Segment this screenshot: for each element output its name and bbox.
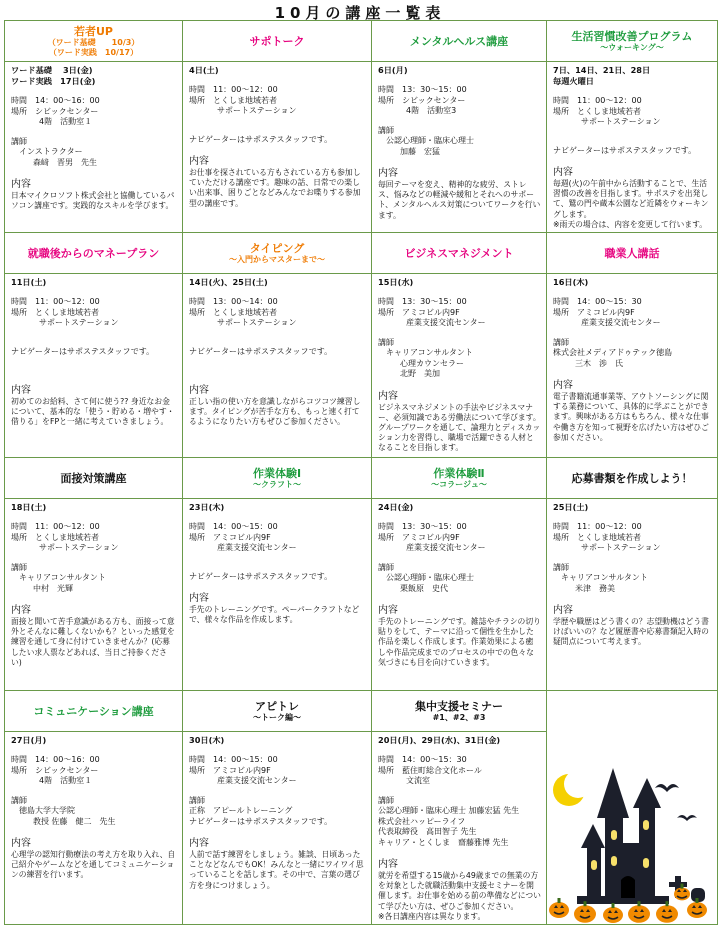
lecturer-name: 中村 光輝: [33, 583, 73, 593]
course-detail: [547, 499, 718, 691]
lecturer-name: 徳島大学大学院: [19, 806, 75, 816]
content-label: 内容: [189, 156, 209, 167]
course-time: [553, 522, 712, 533]
course-title: 面接対策講座: [60, 471, 127, 485]
course-subtitle: ～クラフト～: [253, 479, 301, 489]
place-value: 4階 活動室１: [39, 776, 93, 786]
course-place: [378, 96, 541, 107]
time-label: 時間: [378, 297, 402, 307]
time-label: 時間: [378, 522, 402, 532]
place-label: 場所: [11, 532, 35, 542]
course-date: 24日(金): [378, 502, 414, 513]
course-subtitle: ～入門からマスターまで～: [229, 254, 325, 264]
course-time: [378, 755, 541, 766]
course-detail: [5, 62, 183, 233]
place-label: 場所: [553, 307, 577, 317]
course-description: 正しい指の使い方を意識しながらコツコツ練習します。タイピングが苦手な方も、もっと速く打てるようになりたい方もぜひご参加ください。: [189, 397, 361, 427]
place-label: 場所: [189, 307, 213, 317]
place-value: 産業支援交流センター: [217, 543, 297, 553]
course-header: [547, 458, 718, 499]
place-label: 場所: [378, 765, 402, 775]
place-label: 場所: [553, 106, 577, 116]
time-label: 時間: [189, 297, 213, 307]
lecturer-name: 株式会社メディアドゥテック徳島: [553, 348, 673, 358]
course-date: 11日(土): [11, 277, 47, 288]
lecturer-name: 心理カウンセラー: [400, 358, 464, 368]
place-value: とくしま地域若者: [35, 307, 99, 317]
place-value: アミコビル内9F: [402, 307, 460, 317]
course-description: 心理学の認知行動療法の考え方を取り入れ、自己紹介やゲームなどを通してコミュニケーションの練習を行います。: [11, 850, 176, 880]
course-detail: [183, 732, 372, 925]
time-value: 11：00～12：00: [577, 96, 642, 105]
content-label: 内容: [378, 605, 398, 617]
lecturer-name: 北野 美加: [400, 369, 440, 379]
course-description: 電子書籍流通事業等、アウトソーシングに関する業務について、具体的に学ぶことができます。興味がある方はもちろん、様々な仕事や働き方を知って視野を広げたい方はぜひご参加ください。: [553, 392, 709, 442]
lecturer-name: 公認心理師・臨床心理士: [386, 573, 474, 583]
pumpkin-icon: [656, 905, 678, 923]
place-label: 場所: [378, 307, 402, 317]
course-title: 作業体験Ⅰ: [252, 466, 302, 480]
course-place: [378, 766, 541, 777]
navigator-note: ナビゲーターはサポステスタッフです。: [189, 134, 333, 144]
content-label: 内容: [553, 380, 573, 392]
lecturer-name: 公認心理師・臨床心理士: [386, 136, 474, 145]
pumpkin-icon: [549, 902, 569, 918]
course-title: 集中支援セミナー: [415, 699, 503, 713]
header-row: [5, 691, 718, 732]
course-title: 応募書類を作成しよう！: [571, 471, 693, 485]
course-header: [183, 691, 372, 732]
lecturer-name: 栗飯原 史代: [400, 583, 448, 593]
course-date: ワード基礎 3日(金): [11, 65, 93, 75]
time-value: 13：30～15：00: [402, 522, 467, 532]
time-value: 11：00～12：00: [213, 85, 278, 94]
place-value: アミコビル内9F: [577, 307, 635, 317]
time-value: 14：00～15：00: [213, 522, 278, 532]
header-row: [5, 233, 718, 274]
lecturer-name: 三木 渉 氏: [575, 358, 623, 368]
pumpkin-icon: [687, 902, 707, 918]
course-place: [11, 766, 177, 777]
time-value: 13：00～14：00: [213, 297, 278, 307]
time-label: 時間: [189, 755, 213, 765]
pumpkin-icon: [628, 905, 650, 923]
course-place: [11, 107, 177, 118]
course-detail: [5, 732, 183, 925]
place-label: 場所: [553, 532, 577, 542]
course-header: [547, 233, 718, 274]
course-place: [553, 107, 712, 118]
lecturer-name: 株式会社ハッピーライフ: [378, 816, 466, 826]
course-date: ワード実践 17日(金): [11, 76, 96, 86]
time-label: 時間: [11, 522, 35, 532]
course-description: 手先のトレーニングです。ペーパークラフトなどで、様々な作品を作成します。: [189, 605, 360, 625]
course-title: コミュニケーション講座: [33, 704, 154, 718]
lecturer-label: 講師: [378, 795, 394, 805]
course-title: 職業人講話: [604, 246, 660, 260]
time-value: 14：00～15：30: [577, 297, 642, 307]
content-label: 内容: [378, 390, 398, 402]
course-subtitle: ～トーク編～: [253, 712, 301, 722]
lecturer-label: 講師: [11, 562, 27, 572]
place-value: サポートステーション: [217, 106, 297, 115]
lecturer-label: 講師: [11, 136, 27, 146]
course-title: 就職後からのマネープラン: [27, 246, 160, 260]
course-header: [5, 458, 183, 499]
time-label: 時間: [378, 755, 402, 765]
time-label: 時間: [378, 85, 402, 94]
course-time: [378, 522, 541, 533]
course-time: [11, 96, 177, 107]
course-place: [11, 533, 177, 544]
time-label: 時間: [11, 755, 35, 765]
course-detail: [183, 499, 372, 691]
course-date: 25日(土): [553, 502, 589, 513]
course-date: 27日(月): [11, 735, 47, 746]
course-detail: [5, 274, 183, 458]
place-label: 場所: [189, 532, 213, 542]
lecturer-name: キャリアコンサルタント: [561, 573, 648, 583]
time-value: 14：00～16：00: [35, 755, 100, 765]
navigator-note: ナビゲーターはサポステスタッフです。: [553, 145, 697, 155]
course-detail: [372, 732, 547, 925]
bat-icon: [677, 815, 697, 821]
course-place: [553, 308, 712, 319]
bat-icon: [655, 784, 679, 792]
course-subtitle: （ワード実践 10/17）: [48, 47, 139, 57]
place-value: シビックセンター: [35, 765, 99, 775]
content-label: 内容: [11, 179, 31, 190]
content-label: 内容: [11, 605, 31, 617]
place-label: 場所: [189, 765, 213, 775]
course-time: [378, 297, 541, 308]
door-icon: [621, 876, 635, 898]
place-value: サポートステーション: [39, 318, 119, 328]
navigator-note: ナビゲーターはサポステスタッフです。: [189, 571, 333, 581]
course-time: [189, 755, 366, 766]
course-header: [5, 691, 183, 732]
course-description: 人前で話す練習をしましょう。雑談、日頃あったことなどなんでもOK！みんなと一緒にワイワイ思っていることを話します。その中で、言葉の選び方を身につけましょう。: [189, 850, 364, 890]
pumpkin-icon: [603, 907, 623, 923]
course-header: [183, 233, 372, 274]
place-value: とくしま地域若者: [577, 106, 641, 116]
content-row: [5, 274, 718, 458]
time-label: 時間: [553, 96, 577, 105]
course-date: 6日(月): [378, 65, 408, 75]
content-row: [5, 499, 718, 691]
time-value: 14：00～15：30: [402, 755, 467, 765]
place-value: アミコビル内9F: [402, 532, 460, 542]
course-place: [189, 308, 366, 319]
place-value: 産業支援交流センター: [406, 318, 486, 328]
time-value: 11：00～12：00: [35, 297, 100, 307]
halloween-illustration: [547, 748, 717, 924]
course-header: [372, 233, 547, 274]
course-detail: [372, 62, 547, 233]
course-header: [372, 458, 547, 499]
lecturer-label: 講師: [553, 337, 569, 347]
course-time: [11, 755, 177, 766]
lecturer-name: ナビゲーターはサポステスタッフです。: [189, 816, 333, 826]
time-label: 時間: [189, 85, 213, 94]
time-value: 14：00～15：00: [213, 755, 278, 765]
place-value: 文流室: [406, 776, 430, 786]
course-detail: [183, 62, 372, 233]
course-date: 16日(木): [553, 277, 589, 288]
course-date: 18日(土): [11, 502, 47, 513]
place-value: 4階 活動室１: [39, 117, 93, 126]
course-title: ビジネスマネジメント: [404, 246, 514, 260]
place-label: 場所: [378, 532, 402, 542]
content-label: 内容: [11, 385, 31, 397]
place-value: シビックセンター: [35, 106, 99, 116]
course-title: メンタルヘルス講座: [409, 34, 509, 48]
course-subtitle: #1、#2、#3: [432, 712, 486, 722]
course-title: 若者UP: [74, 24, 113, 38]
lecturer-name: インストラクター: [19, 147, 83, 156]
course-date: 7日、14日、21日、28日: [553, 65, 651, 75]
place-value: とくしま地域若者: [35, 532, 99, 542]
course-header: [372, 691, 547, 732]
course-title: サポトーク: [249, 34, 305, 48]
course-header: [372, 21, 547, 62]
course-subtitle: （ワード基礎 10/3）: [47, 37, 140, 47]
course-detail: [547, 274, 718, 458]
place-value: 4階 活動室3: [406, 106, 457, 115]
course-time: [378, 85, 541, 96]
content-label: 内容: [378, 168, 398, 179]
pumpkin-icon: [574, 905, 596, 923]
course-title: タイピング: [249, 241, 305, 255]
place-value: とくしま地域若者: [577, 532, 641, 542]
content-row: [5, 62, 718, 233]
time-value: 11：00～12：00: [577, 522, 642, 532]
course-header: [5, 233, 183, 274]
content-label: 内容: [189, 838, 209, 850]
course-place: [189, 533, 366, 544]
course-description: 手先のトレーニングです。雑誌やチラシの切り貼りをして、テーマに沿って個性を生かした作品を楽しく作成します。作業効果による癒しや作品完成までのプロセスの中での色々な気づきにも目を向けていきます。: [378, 617, 541, 667]
place-label: 場所: [378, 95, 402, 105]
time-label: 時間: [11, 96, 35, 105]
place-value: サポートステーション: [217, 318, 297, 328]
place-value: サポートステーション: [581, 117, 661, 126]
content-label: 内容: [11, 838, 31, 850]
course-place: [189, 766, 366, 777]
course-date: 15日(水): [378, 277, 414, 288]
lecturer-label: 講師: [553, 562, 569, 572]
place-value: サポートステーション: [581, 543, 661, 553]
course-description: 学歴や職歴はどう書くの？志望動機はどう書けばいいの？など履歴書や応募書類記入時の疑問点について考えます。: [553, 617, 709, 647]
course-place: [189, 96, 366, 107]
course-date: 23日(木): [189, 502, 225, 513]
time-label: 時間: [553, 522, 577, 532]
content-label: 内容: [378, 859, 398, 871]
lecturer-label: 講師: [189, 795, 205, 805]
course-date: 4日(土): [189, 65, 219, 75]
course-time: [11, 522, 177, 533]
schedule-table: [4, 20, 718, 925]
place-label: 場所: [189, 95, 213, 105]
header-row: [5, 21, 718, 62]
course-header: [183, 21, 372, 62]
course-description: ビジネスマネジメントの手法やビジネスマナー、必須知識である労働法について学びます。グループワークを通して、論理力とディスカッション力を習得し、職場で活躍できる人材となることを目指します。: [378, 402, 541, 453]
course-title: 作業体験Ⅱ: [433, 466, 485, 480]
course-date: 30日(木): [189, 735, 225, 746]
lecturer-label: 講師: [11, 795, 27, 805]
course-description: 就労を希望する15歳から49歳までの無業の方を対象とした就職活動集中支援セミナーを開催します。お仕事を始める前の準備などについて学びたい方は、ぜひご参加ください。: [378, 871, 541, 911]
course-place: [11, 308, 177, 319]
course-date: 20日(月)、29日(水)、31日(金): [378, 735, 501, 746]
course-place: [378, 308, 541, 319]
place-value: 産業支援交流センター: [581, 318, 661, 328]
course-detail: [372, 274, 547, 458]
course-place: [553, 533, 712, 544]
course-time: [189, 85, 366, 96]
time-label: 時間: [189, 522, 213, 532]
halloween-svg: [547, 748, 717, 924]
course-detail: [372, 499, 547, 691]
lecturer-name: 正称 アピールトレーニング: [189, 806, 293, 816]
course-title: アピトレ: [255, 699, 299, 713]
lecturer-label: 講師: [378, 337, 394, 347]
course-header: [547, 21, 718, 62]
course-subtitle: ～ウォーキング～: [600, 42, 664, 52]
place-value: シビックセンター: [402, 95, 466, 105]
time-value: 14：00～16：00: [35, 96, 100, 105]
course-description: 毎週(火)の午前中から活動することで、生活習慣の改善を目指します。サポステを出発して、鷲の門や蔵本公園など近隣をウォーキングします。: [553, 179, 709, 219]
place-value: 産業支援交流センター: [406, 543, 486, 553]
course-description: 毎回テーマを変え、精神的な疲労、ストレス、悩みなどの軽減や緩和とそれへのサポート、メンタルヘルス対策についてワークを行います。: [378, 180, 541, 220]
course-title: 生活習慣改善プログラム: [571, 29, 693, 43]
content-label: 内容: [189, 593, 209, 605]
course-description: 初めてのお給料、さて何に使う?? 身近なお金について、基本的な「使う・貯める・増やす・借りる」をFPと一緒に考えていきましょう。: [11, 397, 175, 427]
time-label: 時間: [553, 297, 577, 307]
course-note: ※雨天の場合は、内容を変更して行います。: [553, 219, 708, 229]
course-time: [11, 297, 177, 308]
page-title: 10月の講座一覧表: [274, 4, 446, 22]
course-header: [5, 21, 183, 62]
course-header: [183, 458, 372, 499]
content-label: 内容: [553, 167, 573, 178]
lecturer-name: キャリアコンサルタント: [386, 348, 473, 358]
time-value: 13：30～15：00: [402, 85, 467, 94]
course-date: 毎週火曜日: [553, 76, 594, 86]
place-value: アミコビル内9F: [213, 765, 271, 775]
place-label: 場所: [11, 106, 35, 116]
lecturer-name: 森﨑 晋男 先生: [33, 157, 97, 167]
place-value: アミコビル内9F: [213, 532, 271, 542]
content-label: 内容: [189, 385, 209, 397]
illustration-cell: [547, 691, 718, 925]
course-time: [189, 297, 366, 308]
place-value: 産業支援交流センター: [217, 776, 297, 786]
header-row: [5, 458, 718, 499]
place-value: とくしま地域若者: [213, 95, 277, 105]
course-time: [553, 96, 712, 107]
course-description: 面接と聞いて苦手意識がある方も、面接って意外とそんなに難しくないかも？といった感覚を練習を通して身に付けていきませんか？(応募したい求人票などあれば、当日ご持参ください): [11, 617, 175, 667]
lecturer-name: 米津 務美: [575, 583, 615, 593]
place-label: 場所: [11, 765, 35, 775]
place-value: とくしま地域若者: [213, 307, 277, 317]
course-date: 14日(火)、25日(土): [189, 277, 268, 288]
lecturer-name: 加藤 宏猛: [400, 146, 440, 156]
course-detail: [547, 62, 718, 233]
course-description: 日本マイクロソフト株式会社と協働しているパソコン講座です。実践的なスキルを学びます。: [11, 191, 175, 211]
lecturer-name: キャリアコンサルタント: [19, 573, 106, 583]
course-detail: [183, 274, 372, 458]
course-time: [553, 297, 712, 308]
lecturer-name: 代表取締役 高田智子 先生: [378, 827, 477, 837]
course-place: [378, 533, 541, 544]
lecturer-label: 講師: [378, 125, 394, 135]
place-label: 場所: [11, 307, 35, 317]
course-detail: [5, 499, 183, 691]
time-value: 13：30～15：00: [402, 297, 467, 307]
time-label: 時間: [11, 297, 35, 307]
content-label: 内容: [553, 605, 573, 617]
navigator-note: ナビゲーターはサポステスタッフです。: [189, 346, 333, 356]
lecturer-name: 公認心理師・臨床心理士 加藤宏猛 先生: [378, 806, 520, 816]
lecturer-name: 教授 佐藤 健二 先生: [33, 816, 116, 826]
navigator-note: ナビゲーターはサポステスタッフです。: [11, 346, 155, 356]
place-value: 藍住町総合文化ホール: [402, 765, 482, 775]
course-subtitle: ～コラージュ～: [431, 479, 487, 489]
lecturer-name: キャリア・とくしま 齋藤雅博 先生: [378, 837, 509, 847]
lecturer-label: 講師: [378, 562, 394, 572]
course-description: お仕事を探されている方もされている方も参加していただける講座です。趣味の話、日常での楽しい出来事、困りごとなどみんなでお喋りする参加型の講座です。: [189, 168, 361, 208]
course-note: ※各日講座内容は異なります。: [378, 911, 486, 921]
place-value: サポートステーション: [39, 543, 119, 553]
course-time: [189, 522, 366, 533]
time-value: 11：00～12：00: [35, 522, 100, 532]
